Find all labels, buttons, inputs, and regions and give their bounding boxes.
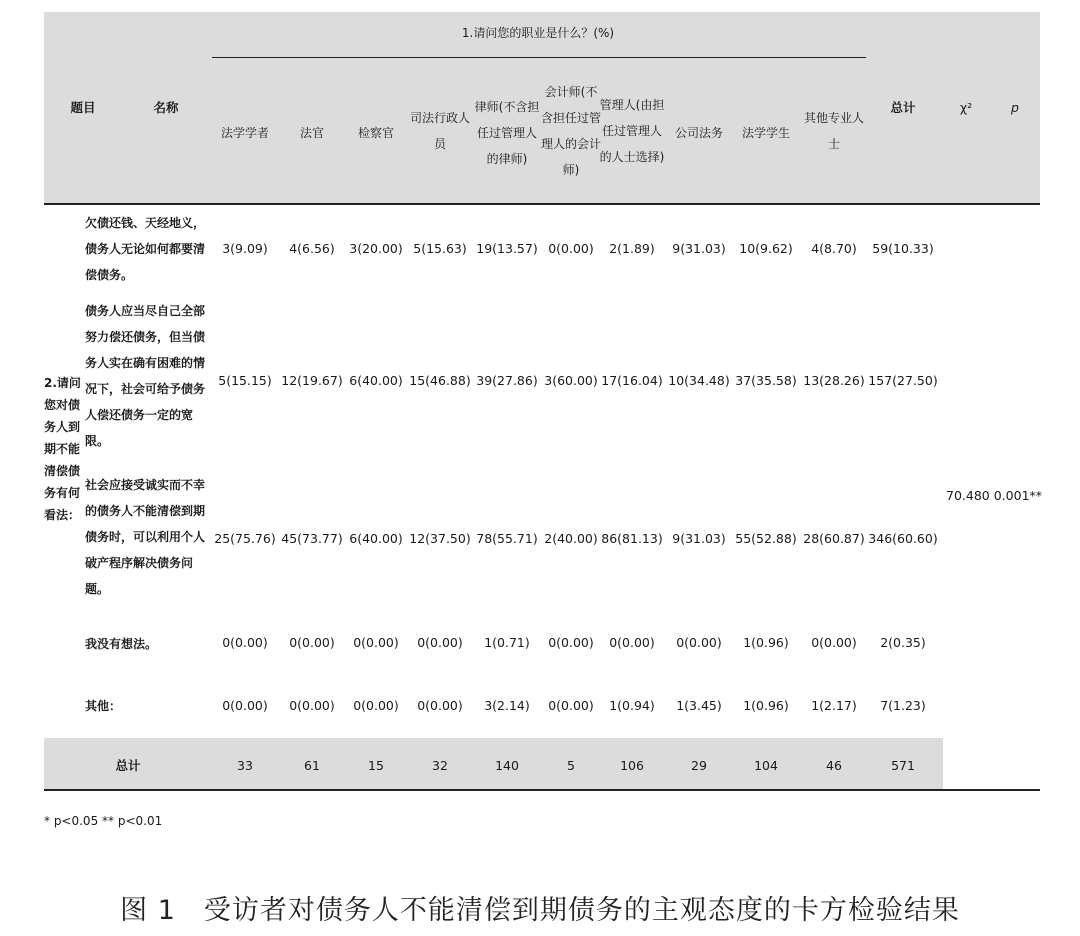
col-total: 总计: [890, 100, 916, 115]
chi2-value: 70.480: [946, 488, 990, 503]
cell-r4-c5: 1(0.71): [484, 635, 530, 650]
cell-r1-c3: 3(20.00): [349, 241, 403, 256]
total-cell-10: 46: [826, 758, 842, 773]
cell-r2-c4: 15(46.88): [409, 373, 471, 388]
cell-r1-c5: 19(13.57): [476, 241, 538, 256]
cell-r1-c6: 0(0.00): [548, 241, 594, 256]
cell-r3-c1: 25(75.76): [214, 531, 276, 546]
cell-r2-c9: 37(35.58): [735, 373, 797, 388]
cell-r4-c6: 0(0.00): [548, 635, 594, 650]
cell-r5-c10: 1(2.17): [811, 698, 857, 713]
cell-r2-c3: 6(40.00): [349, 373, 403, 388]
cell-r1-c4: 5(15.63): [413, 241, 467, 256]
col-occupation-8: 公司法务: [674, 126, 723, 140]
figure-caption: 图 1 受访者对债务人不能清偿到期债务的主观态度的卡方检验结果: [120, 895, 960, 926]
cell-r4-c8: 0(0.00): [676, 635, 722, 650]
total-cell-5: 140: [495, 758, 519, 773]
cell-r5-c5: 3(2.14): [484, 698, 530, 713]
col-occupation-7: 管理人(由担任过管理人的人士选择): [599, 98, 665, 164]
total-cell-2: 61: [304, 758, 320, 773]
col-occupation-4: 司法行政人员: [409, 111, 470, 151]
col-name: 名称: [153, 100, 179, 115]
header-rule: [44, 203, 1040, 205]
total-cell-8: 29: [691, 758, 707, 773]
total-label: 总计: [115, 758, 141, 773]
cell-r5-c11: 7(1.23): [880, 698, 926, 713]
cell-r4-c4: 0(0.00): [417, 635, 463, 650]
cell-r1-c8: 9(31.03): [672, 241, 726, 256]
cell-r4-c9: 1(0.96): [743, 635, 789, 650]
cell-r5-c6: 0(0.00): [548, 698, 594, 713]
total-cell-4: 32: [432, 758, 448, 773]
cell-r5-c3: 0(0.00): [353, 698, 399, 713]
cell-r3-c11: 346(60.60): [868, 531, 938, 546]
cell-r1-c10: 4(8.70): [811, 241, 857, 256]
cell-r2-c5: 39(27.86): [476, 373, 538, 388]
total-cell-11: 571: [891, 758, 915, 773]
cell-r3-c10: 28(60.87): [803, 531, 865, 546]
cell-r4-c11: 2(0.35): [880, 635, 926, 650]
group-header-rule: [212, 57, 866, 58]
col-topic: 题目: [70, 100, 96, 115]
cell-r3-c5: 78(55.71): [476, 531, 538, 546]
total-cell-1: 33: [237, 758, 253, 773]
row-label-5: 其他：: [85, 699, 122, 713]
cell-r1-c9: 10(9.62): [739, 241, 793, 256]
cell-r1-c11: 59(10.33): [872, 241, 934, 256]
cell-r5-c4: 0(0.00): [417, 698, 463, 713]
cell-r5-c2: 0(0.00): [289, 698, 335, 713]
total-cell-7: 106: [620, 758, 644, 773]
group-title: 1.请问您的职业是什么？(%): [461, 26, 615, 40]
col-chi2: χ²: [959, 100, 973, 115]
total-cell-6: 5: [567, 758, 575, 773]
row-label-3: 社会应接受诚实而不幸的债务人不能清偿到期债务时，可以利用个人破产程序解决债务问题。: [85, 478, 206, 596]
cell-r3-c8: 9(31.03): [672, 531, 726, 546]
cell-r5-c9: 1(0.96): [743, 698, 789, 713]
footnote-text: * p<0.05 ** p<0.01: [44, 814, 163, 828]
bottom-rule: [44, 789, 1040, 791]
cell-r4-c3: 0(0.00): [353, 635, 399, 650]
cell-r1-c1: 3(9.09): [222, 241, 268, 256]
cell-r3-c3: 6(40.00): [349, 531, 403, 546]
cell-r4-c2: 0(0.00): [289, 635, 335, 650]
cell-r2-c6: 3(60.00): [544, 373, 598, 388]
cell-r2-c10: 13(28.26): [803, 373, 865, 388]
col-occupation-5: 律师(不含担任过管理人的律师): [474, 100, 540, 166]
cell-r5-c1: 0(0.00): [222, 698, 268, 713]
row-label-2: 债务人应当尽自己全部努力偿还债务，但当债务人实在确有困难的情况下，社会可给予债务人偿还债务一定的宽限。: [85, 304, 206, 448]
col-occupation-2: 法官: [299, 126, 324, 140]
col-occupation-10: 其他专业人士: [803, 111, 864, 151]
cell-r1-c2: 4(6.56): [289, 241, 335, 256]
p-value: 0.001**: [993, 488, 1043, 503]
cell-r2-c11: 157(27.50): [868, 373, 938, 388]
total-row: [44, 738, 943, 789]
cell-r2-c7: 17(16.04): [601, 373, 663, 388]
col-occupation-9: 法学学生: [741, 126, 790, 140]
cell-r2-c1: 5(15.15): [218, 373, 272, 388]
cell-r2-c2: 12(19.67): [281, 373, 343, 388]
cell-r4-c7: 0(0.00): [609, 635, 655, 650]
chi2-result: [946, 488, 1042, 503]
col-occupation-1: 法学学者: [220, 126, 269, 140]
cell-r3-c4: 12(37.50): [409, 531, 471, 546]
row-label-4: 我没有想法。: [85, 637, 158, 651]
total-cell-9: 104: [754, 758, 778, 773]
cell-r3-c9: 55(52.88): [735, 531, 797, 546]
cell-r5-c8: 1(3.45): [676, 698, 722, 713]
cell-r4-c10: 0(0.00): [811, 635, 857, 650]
col-occupation-6: 会计师(不含担任过管理人的会计师): [540, 85, 601, 177]
cell-r4-c1: 0(0.00): [222, 635, 268, 650]
cell-r3-c7: 86(81.13): [601, 531, 663, 546]
footnote: [44, 814, 162, 828]
col-p: p: [1011, 100, 1019, 115]
total-cell-3: 15: [368, 758, 384, 773]
question-label: 2.请问您对债务人到期不能清偿债务有何看法：: [44, 376, 81, 522]
cell-r5-c7: 1(0.94): [609, 698, 655, 713]
cell-r2-c8: 10(34.48): [668, 373, 730, 388]
cell-r3-c2: 45(73.77): [281, 531, 343, 546]
cell-r3-c6: 2(40.00): [544, 531, 598, 546]
cell-r1-c7: 2(1.89): [609, 241, 655, 256]
col-occupation-3: 检察官: [357, 126, 394, 140]
row-label-1: 欠债还钱、天经地义，债务人无论如何都要清偿债务。: [85, 216, 206, 282]
